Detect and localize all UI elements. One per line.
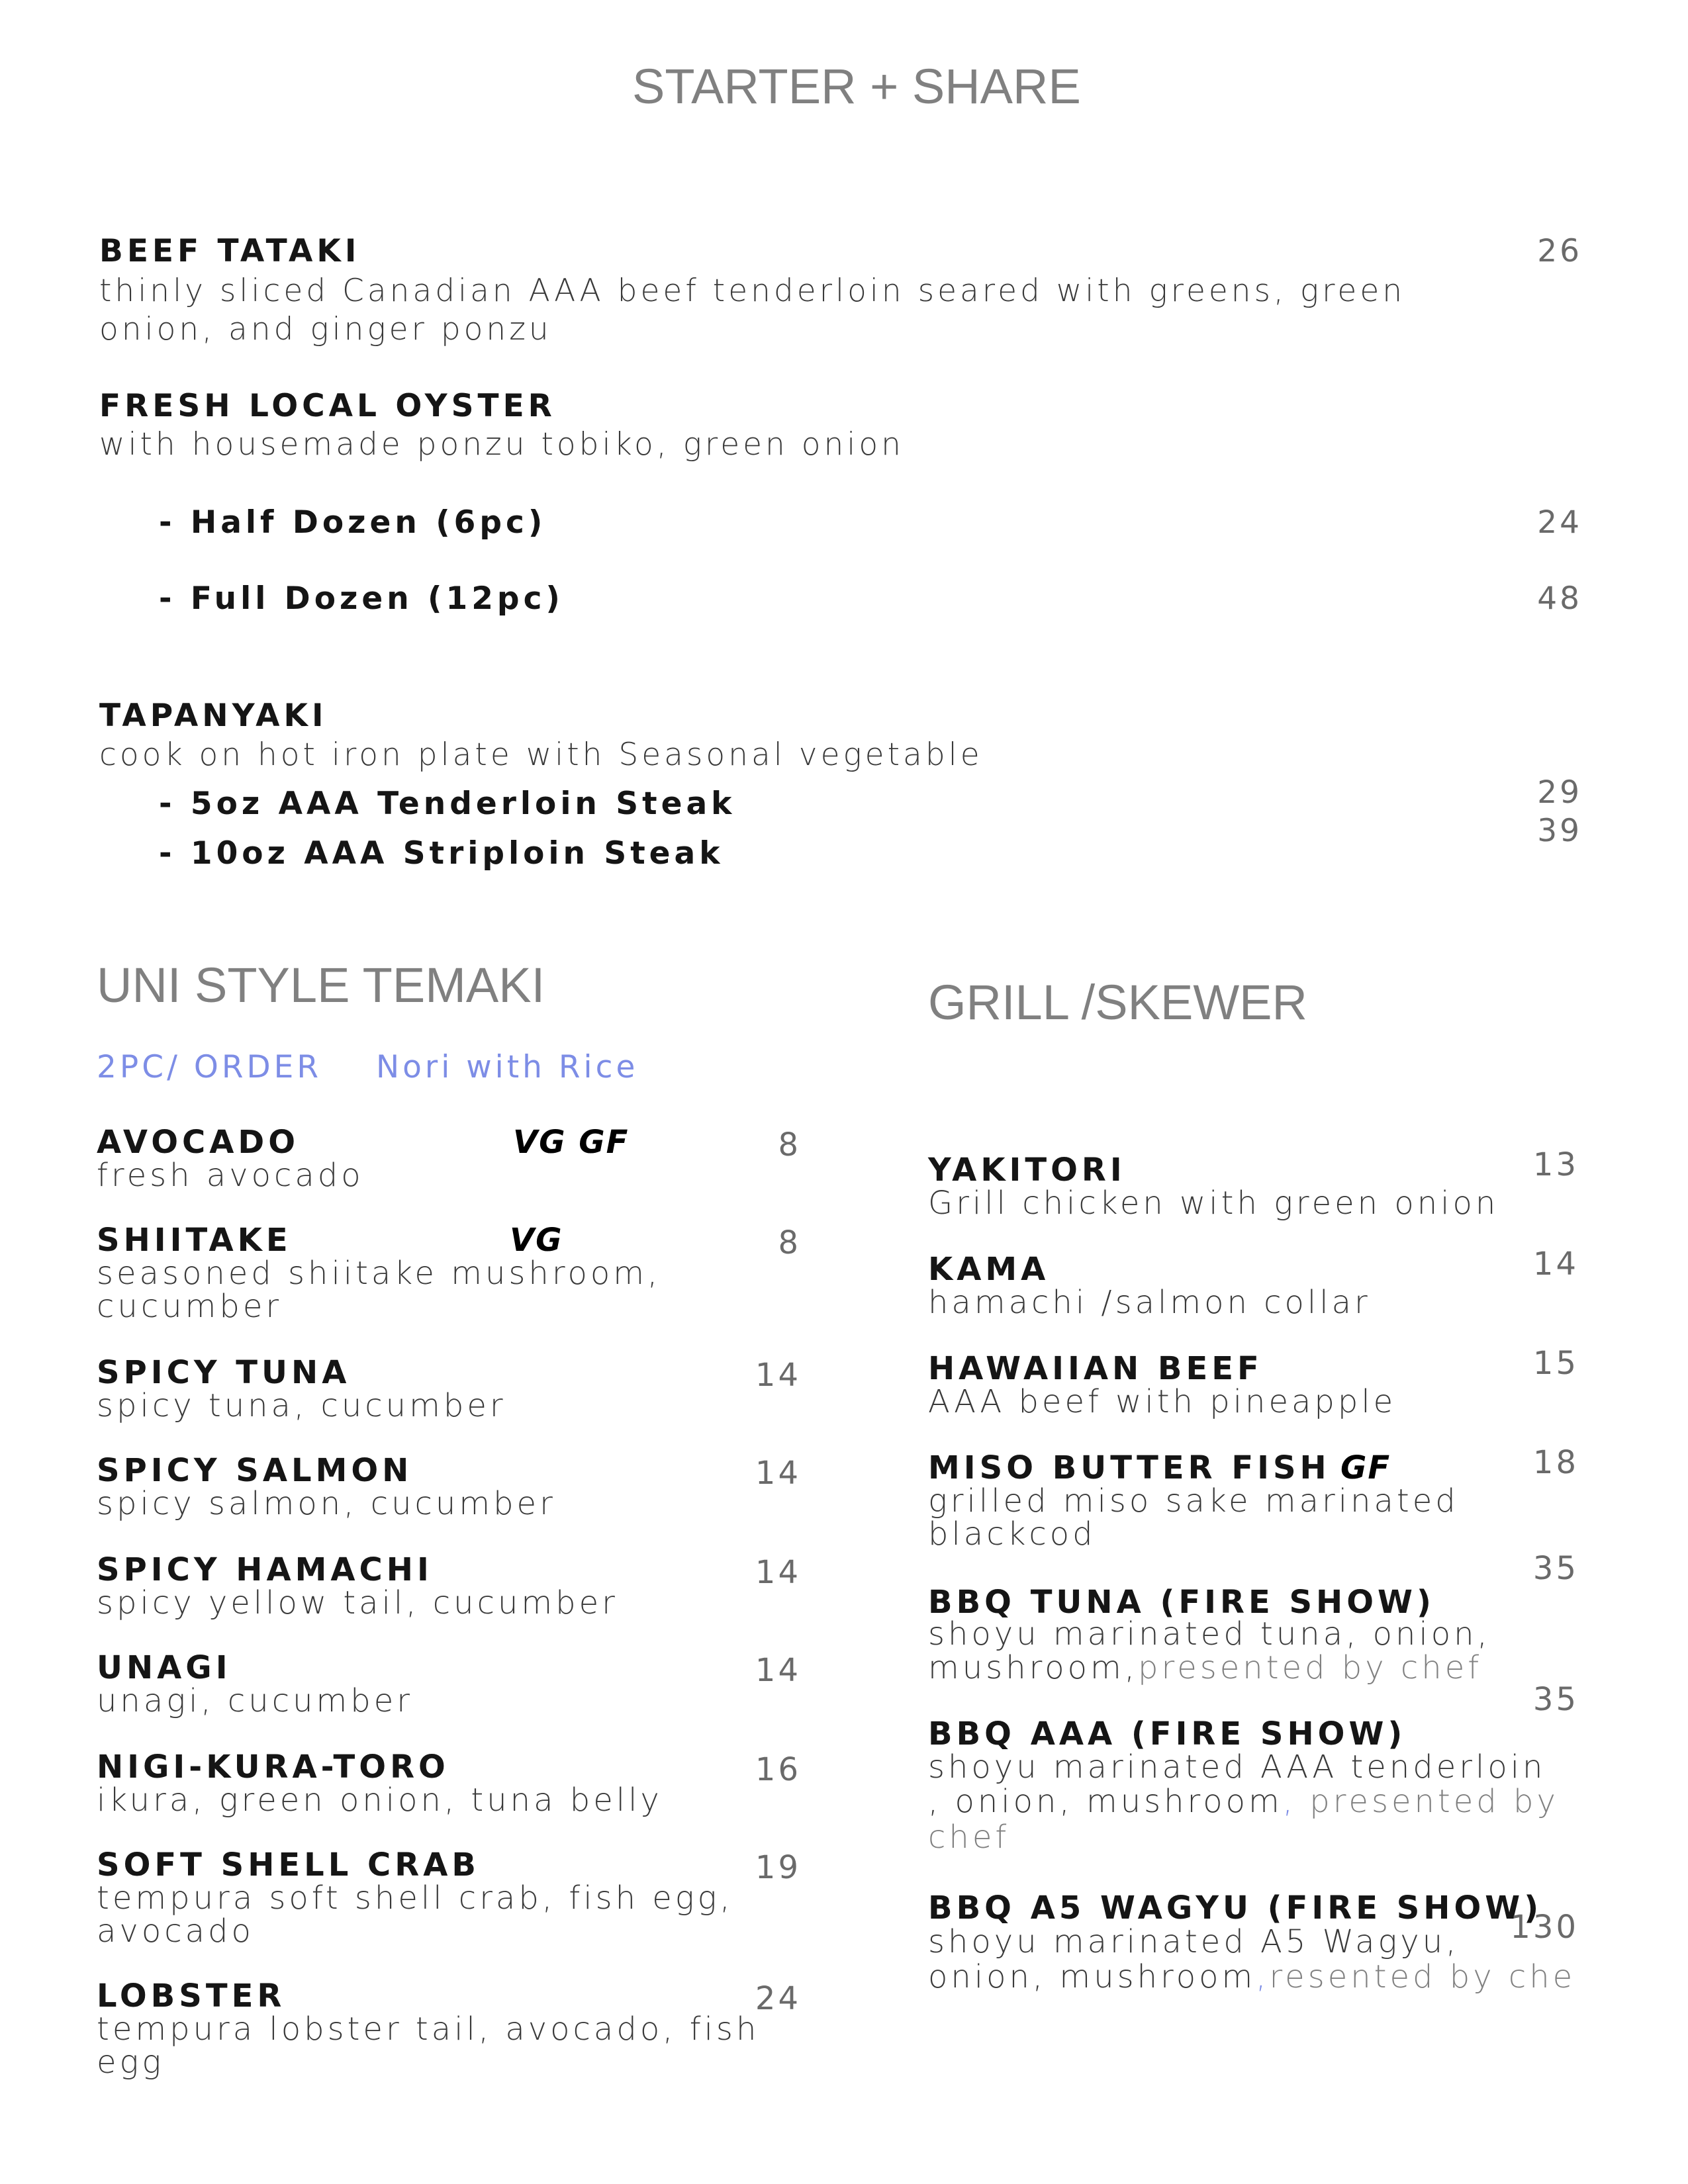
item-option: - 10oz AAA Striploin Steak bbox=[159, 835, 724, 872]
item-price: 14 bbox=[1532, 1246, 1579, 1283]
dietary-tag: VG bbox=[510, 1222, 563, 1259]
item-price: 24 bbox=[1537, 504, 1582, 541]
item-name: KAMA bbox=[928, 1251, 1050, 1288]
item-price: 24 bbox=[755, 1980, 801, 2017]
item-description: spicy tuna, cucumber bbox=[97, 1387, 506, 1424]
item-price: 13 bbox=[1532, 1146, 1579, 1183]
item-description: fresh avocado bbox=[97, 1157, 364, 1194]
item-price: 29 bbox=[1537, 774, 1582, 811]
item-description: chef bbox=[928, 1819, 1010, 1856]
desc-part: onion, mushroom bbox=[928, 1958, 1256, 1995]
item-description: avocado bbox=[97, 1913, 254, 1950]
item-option: - 5oz AAA Tenderloin Steak bbox=[159, 786, 736, 822]
item-price: 14 bbox=[755, 1652, 801, 1689]
item-name: AVOCADO bbox=[97, 1124, 300, 1161]
item-price: 8 bbox=[778, 1126, 801, 1163]
item-description: with housemade ponzu tobiko, green onion bbox=[99, 426, 904, 463]
item-name: BEEF TATAKI bbox=[99, 233, 361, 269]
item-name: SOFT SHELL CRAB bbox=[97, 1846, 480, 1884]
item-price: 14 bbox=[755, 1554, 801, 1591]
item-name: YAKITORI bbox=[928, 1152, 1126, 1189]
item-description: blackcod bbox=[928, 1516, 1096, 1553]
item-description: ikura, green onion, tuna belly bbox=[97, 1782, 663, 1819]
desc-part: resented by che bbox=[1269, 1958, 1576, 1995]
item-description bbox=[928, 1960, 1575, 1994]
desc-part: presented by chef bbox=[1138, 1649, 1483, 1686]
dietary-tag: VG GF bbox=[513, 1124, 630, 1161]
dietary-tag: GF bbox=[1340, 1449, 1391, 1486]
order-note: 2PC/ ORDER bbox=[97, 1049, 322, 1085]
desc-part: mushroom, bbox=[928, 1649, 1139, 1686]
item-price: 15 bbox=[1532, 1345, 1579, 1382]
desc-part: , bbox=[1256, 1958, 1270, 1995]
item-option: - Full Dozen (12pc) bbox=[159, 580, 564, 617]
item-description: Grill chicken with green onion bbox=[928, 1185, 1499, 1222]
item-description: cook on hot iron plate with Seasonal vegetable bbox=[99, 737, 983, 773]
item-price: 16 bbox=[755, 1751, 801, 1788]
item-price: 14 bbox=[755, 1455, 801, 1492]
item-description: spicy yellow tail, cucumber bbox=[97, 1584, 618, 1621]
item-description: grilled miso sake marinated bbox=[928, 1482, 1459, 1520]
item-price: 35 bbox=[1532, 1550, 1579, 1587]
item-price: 39 bbox=[1537, 813, 1582, 849]
item-description bbox=[928, 1651, 1482, 1685]
grill-section-title: GRILL /SKEWER bbox=[928, 975, 1307, 1030]
item-description: egg bbox=[97, 2044, 165, 2081]
item-description bbox=[928, 1784, 1559, 1819]
nori-note: Nori with Rice bbox=[376, 1049, 639, 1085]
item-price: 48 bbox=[1537, 580, 1582, 617]
item-description: shoyu marinated A5 Wagyu, bbox=[928, 1923, 1460, 1960]
item-name: SHIITAKE bbox=[97, 1222, 292, 1259]
item-price: 19 bbox=[755, 1849, 801, 1886]
item-description: seasoned shiitake mushroom, bbox=[97, 1255, 661, 1292]
desc-part: presented by bbox=[1296, 1783, 1559, 1820]
desc-part: , onion, mushroom bbox=[928, 1783, 1283, 1820]
item-price: 18 bbox=[1532, 1444, 1579, 1481]
item-price: 14 bbox=[755, 1357, 801, 1394]
item-name: SPICY HAMACHI bbox=[97, 1551, 433, 1588]
temaki-section-title: UNI STYLE TEMAKI bbox=[97, 958, 545, 1013]
item-name: BBQ A5 WAGYU (FIRE SHOW) bbox=[928, 1889, 1543, 1927]
item-description: onion, and ginger ponzu bbox=[99, 311, 552, 347]
item-name: UNAGI bbox=[97, 1649, 232, 1686]
item-name: FRESH LOCAL OYSTER bbox=[99, 388, 556, 424]
item-description: tempura lobster tail, avocado, fish bbox=[97, 2011, 760, 2048]
item-name: MISO BUTTER FISH bbox=[928, 1449, 1331, 1486]
item-name: HAWAIIAN BEEF bbox=[928, 1350, 1263, 1387]
item-description: shoyu marinated tuna, onion, bbox=[928, 1615, 1491, 1653]
item-description: thinly sliced Canadian AAA beef tenderloin seared with greens, green bbox=[99, 273, 1406, 309]
item-description: AAA beef with pineapple bbox=[928, 1383, 1397, 1420]
item-description: unagi, cucumber bbox=[97, 1682, 414, 1719]
starter-section-title: STARTER + SHARE bbox=[632, 59, 1081, 114]
item-name: BBQ AAA (FIRE SHOW) bbox=[928, 1715, 1407, 1752]
item-price: 8 bbox=[778, 1224, 801, 1261]
item-name: BBQ TUNA (FIRE SHOW) bbox=[928, 1584, 1435, 1621]
item-description: shoyu marinated AAA tenderloin bbox=[928, 1749, 1546, 1786]
item-description: hamachi /salmon collar bbox=[928, 1284, 1371, 1321]
item-name: LOBSTER bbox=[97, 1978, 286, 2015]
item-price: 26 bbox=[1537, 233, 1582, 269]
item-name: SPICY SALMON bbox=[97, 1452, 413, 1489]
item-name: NIGI-KURA-TORO bbox=[97, 1749, 449, 1786]
item-description: tempura soft shell crab, fish egg, bbox=[97, 1880, 733, 1917]
item-price: 130 bbox=[1510, 1909, 1579, 1946]
item-description: cucumber bbox=[97, 1288, 283, 1325]
item-option: - Half Dozen (6pc) bbox=[159, 504, 547, 541]
item-price: 35 bbox=[1532, 1681, 1579, 1718]
item-name: SPICY TUNA bbox=[97, 1354, 351, 1391]
desc-part: , bbox=[1282, 1783, 1296, 1820]
item-name: TAPANYAKI bbox=[99, 698, 328, 734]
item-description: spicy salmon, cucumber bbox=[97, 1485, 556, 1522]
